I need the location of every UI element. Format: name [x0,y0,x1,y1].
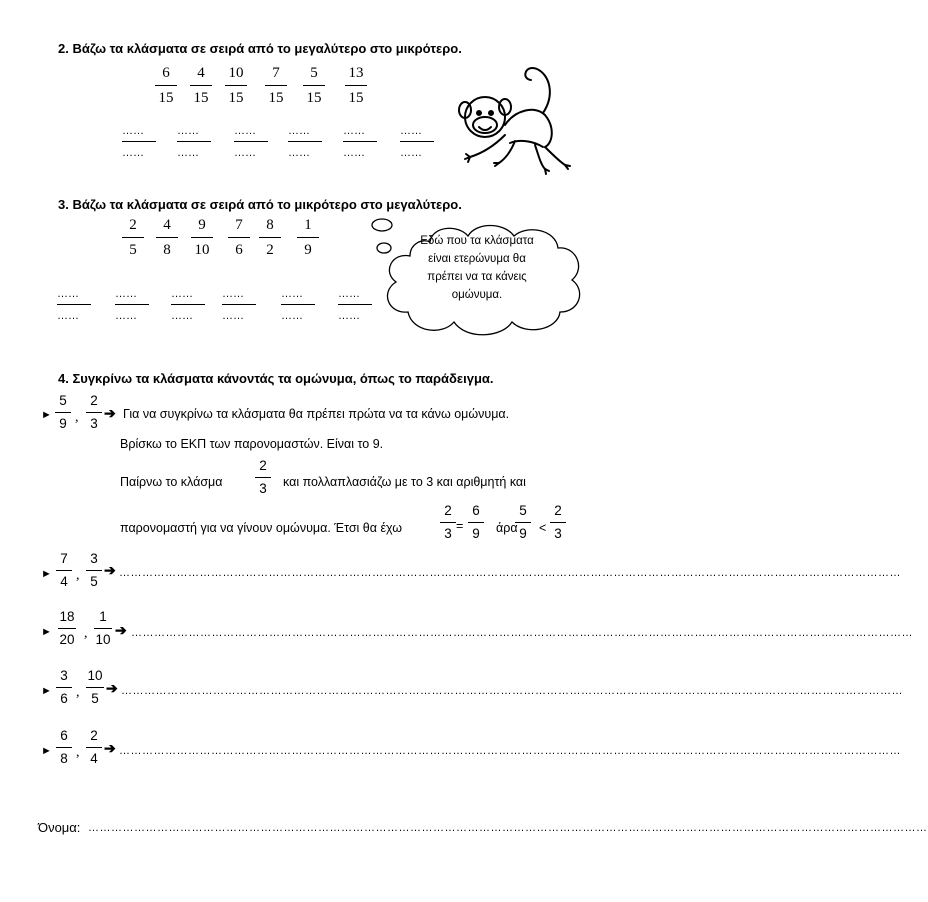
cmp-right-fraction: 2 3 [547,503,569,542]
ex3-fraction: 2 5 [117,216,149,259]
item-fraction: 7 4 [53,551,75,590]
example-line-3a: Παίρνω το κλάσμα [120,475,223,489]
example-line-1: Για να συγκρίνω τα κλάσματα θα πρέπει πρώτα να τα κάνω ομώνυμα. [123,407,510,421]
example-line-3b: και πολλαπλασιάζω με το 3 και αριθμητή και [283,475,526,489]
example-fraction-1: 5 9 [52,393,74,432]
cloud-text-line: είναι ετερώνυμα θα [428,253,526,265]
ex3-fraction: 4 8 [151,216,183,259]
comma: , [75,410,79,425]
answer-line[interactable]: …………………………………………………………………………………………………………………………………………………………………………………… [131,627,913,639]
ex3-answer-blank[interactable]: …… …… [57,289,91,322]
monkey-illustration [455,55,585,180]
item-fraction: 18 20 [59,609,75,647]
bullet-icon: ► [41,568,52,580]
bullet-icon: ► [41,409,52,421]
ex3-fraction: 1 9 [292,216,324,259]
eq-left-fraction: 2 3 [437,503,459,542]
ex3-answer-blank[interactable]: …… …… [171,289,205,322]
exercise-4-title: 4. Συγκρίνω τα κλάσματα κάνοντάς τα ομώνυμα, όπως το παράδειγμα. [58,371,494,386]
item-fraction: 6 8 [53,728,75,767]
item-fraction: 2 4 [83,728,105,767]
ex2-fraction: 6 15 [150,64,182,107]
example-line-3-fraction: 2 3 [252,458,274,497]
arrow-right-icon: ➔ [104,562,116,578]
arrow-right-icon: ➔ [104,740,116,756]
equals-sign: = [456,519,464,533]
item-fraction: 10 5 [87,668,103,706]
bullet-icon: ► [41,685,52,697]
comma: , [84,626,88,641]
ex3-answer-blank[interactable]: …… …… [222,289,256,322]
item-fraction: 3 6 [53,668,75,707]
exercise-3-title: 3. Βάζω τα κλάσματα σε σειρά από το μικρότερο στο μεγαλύτερο. [58,197,462,212]
cloud-text-line: Εδώ που τα κλάσματα [420,235,534,247]
arrow-right-icon: ➔ [115,622,127,638]
comma: , [76,568,80,583]
example-fraction-2: 2 3 [83,393,105,432]
exercise-2-title: 2. Βάζω τα κλάσματα σε σειρά από το μεγαλύτερο στο μικρότερο. [58,41,462,56]
answer-line[interactable]: …………………………………………………………………………………………………………………………………………………………………………………… [119,567,901,579]
ex3-answer-blank[interactable]: …… …… [281,289,315,322]
name-input-line[interactable]: ………………………………………………………………………………………………………………………………………………………………………………………………… [88,822,928,834]
ex3-answer-blank[interactable]: …… …… [115,289,149,322]
ex2-answer-blank[interactable]: …… …… [288,126,322,159]
answer-line[interactable]: …………………………………………………………………………………………………………………………………………………………………………………… [121,685,903,697]
cmp-left-fraction: 5 9 [512,503,534,542]
ex3-fraction: 9 10 [186,216,218,259]
ex2-fraction: 10 15 [220,64,252,107]
item-fraction: 3 5 [83,551,105,590]
comma: , [76,685,80,700]
less-than-sign: < [539,521,547,535]
example-line-2: Βρίσκω το ΕΚΠ των παρονομαστών. Είναι το 9. [120,437,384,451]
comma: , [76,745,80,760]
ex2-answer-blank[interactable]: …… …… [234,126,268,159]
name-label: Όνομα: [38,820,81,835]
ex3-answer-blank[interactable]: …… …… [338,289,372,322]
bullet-icon: ► [41,745,52,757]
cloud-text-line: πρέπει να τα κάνεις [427,271,527,283]
ex3-fraction: 8 2 [254,216,286,259]
example-line-4: παρονομαστή για να γίνουν ομώνυμα. Έτσι θα έχω [120,521,403,535]
ex2-fraction: 13 15 [340,64,372,107]
ex2-answer-blank[interactable]: …… …… [400,126,434,159]
bullet-icon: ► [41,626,52,638]
answer-line[interactable]: …………………………………………………………………………………………………………………………………………………………………………………… [119,745,901,757]
arrow-right-icon: ➔ [104,405,116,421]
ex2-fraction: 5 15 [298,64,330,107]
ex2-fraction: 7 15 [260,64,292,107]
ex2-answer-blank[interactable]: …… …… [177,126,211,159]
cloud-text-line: ομώνυμα. [451,289,503,301]
eq-right-fraction: 6 9 [465,503,487,542]
arrow-right-icon: ➔ [106,680,118,696]
ex2-fraction: 4 15 [185,64,217,107]
ara-word: άρα [496,521,518,535]
ex2-answer-blank[interactable]: …… …… [343,126,377,159]
ex2-answer-blank[interactable]: …… …… [122,126,156,159]
ex3-fraction: 7 6 [223,216,255,259]
item-fraction: 1 10 [95,609,111,647]
